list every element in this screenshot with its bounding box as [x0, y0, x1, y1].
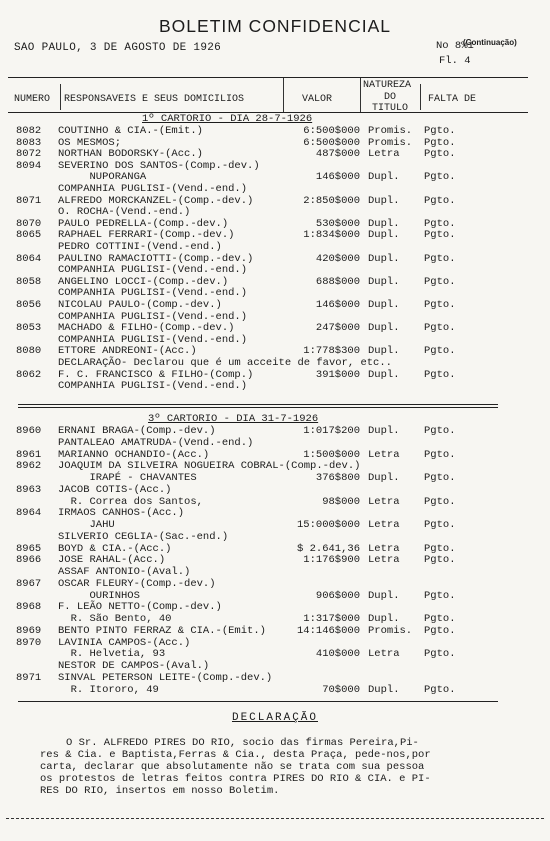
column-divider — [60, 84, 61, 110]
bulletin-number: No 8%1 — [436, 40, 474, 52]
table-row — [0, 172, 550, 182]
entry-responsible: OURINHOS — [58, 589, 140, 602]
entry-responsible: ETTORE ANDREONI-(Acc.) — [58, 345, 197, 358]
page-bottom-rule — [6, 818, 544, 819]
entry-missing: Pgto. — [424, 194, 456, 207]
entry-responsible: ERNANI BRAGA-(Comp.-dev.) — [58, 425, 216, 437]
entry-missing: Pgto. — [424, 125, 456, 137]
entry-title-type: Letra — [368, 554, 400, 567]
table-row — [0, 230, 550, 240]
table-row — [0, 358, 550, 368]
col-header-natureza: NATUREZA — [363, 80, 412, 91]
table-row — [0, 438, 550, 448]
folha-number: Fl. 4 — [439, 55, 471, 67]
section-divider — [18, 404, 498, 405]
entry-responsible: ASSAF ANTONIO-(Aval.) — [58, 566, 191, 578]
table-row — [0, 450, 550, 460]
entry-number: 8967 — [16, 577, 42, 590]
entry-missing: Pgto. — [424, 299, 456, 311]
table-row — [0, 473, 550, 483]
table-row — [0, 626, 550, 636]
table-row — [0, 649, 550, 659]
entry-value: 247$000 — [315, 322, 360, 335]
table-row — [0, 126, 550, 136]
entry-responsible: COMPANHIA PUGLISI-(Vend.-end.) — [58, 287, 248, 300]
entry-title-type: Letra — [368, 448, 400, 461]
entry-responsible: JOAQUIM DA SILVEIRA NOGUEIRA COBRAL-(Comp.-dev.) — [58, 460, 361, 473]
entry-value: 906$000 — [315, 589, 360, 602]
entry-value: 6:500$000 — [303, 136, 360, 149]
entry-number: 8072 — [16, 148, 42, 161]
entry-value: 376$800 — [315, 472, 360, 484]
table-row — [0, 673, 550, 683]
entry-number: 8969 — [16, 624, 42, 637]
declaration-line: O Sr. ALFREDO PIRES DO RIO, socio das firmas Pereira,Pi- — [66, 737, 419, 749]
entry-number: 8963 — [16, 483, 42, 496]
entry-responsible: PEDRO COTTINI-(Vend.-end.) — [58, 241, 222, 253]
entry-responsible: SEVERINO DOS SANTOS-(Comp.-dev.) — [58, 159, 260, 172]
entry-title-type: Dupl. — [368, 368, 400, 381]
entry-responsible: R. Helvetia, 93 — [58, 648, 166, 661]
entry-missing: Pgto. — [424, 148, 456, 161]
section-heading: 3º CARTORIO - DIA 31-7-1926 — [148, 413, 319, 425]
table-row — [0, 544, 550, 554]
entry-responsible: SILVERIO CEGLIA-(Sac.-end.) — [58, 530, 229, 543]
entry-responsible: NORTHAN BODORSKY-(Acc.) — [58, 148, 203, 161]
entry-title-type: Letra — [368, 495, 400, 508]
entry-responsible: NESTOR DE CAMPOS-(Aval.) — [58, 660, 210, 672]
column-divider — [283, 78, 284, 112]
table-row — [0, 254, 550, 264]
entry-value: 1:778$300 — [303, 345, 360, 358]
entry-value: 1:017$200 — [303, 425, 360, 437]
entry-responsible: R. Correa dos Santos, — [58, 495, 203, 508]
entry-title-type: Promis. — [368, 136, 413, 149]
entry-missing: Pgto. — [424, 345, 456, 358]
entry-title-type: Letra — [368, 542, 400, 555]
entry-responsible: ANGELINO LOCCI-(Comp.-dev.) — [58, 275, 229, 288]
entry-missing: Pgto. — [424, 519, 456, 531]
entry-responsible: MACHADO & FILHO-(Comp.-dev.) — [58, 322, 235, 335]
entry-title-type: Dupl. — [368, 322, 400, 335]
table-row — [0, 520, 550, 530]
table-row — [0, 288, 550, 298]
entry-title-type: Dupl. — [368, 425, 400, 437]
table-row — [0, 567, 550, 577]
entry-responsible: OSCAR FLEURY-(Comp.-dev.) — [58, 577, 216, 590]
table-row — [0, 277, 550, 287]
section-divider — [18, 407, 498, 408]
entry-responsible: MARIANNO OCHANDIO-(Acc.) — [58, 448, 210, 461]
table-row — [0, 138, 550, 148]
table-row — [0, 461, 550, 471]
entry-number: 8970 — [16, 636, 42, 649]
entry-number: 8966 — [16, 554, 42, 567]
entry-responsible: LAVINIA CAMPOS-(Acc.) — [58, 636, 191, 649]
entry-number: 8965 — [16, 542, 42, 555]
entry-number: 8971 — [16, 671, 42, 684]
column-divider — [420, 84, 421, 110]
declaration-line: RES DO RIO, insertos em nosso Boletim. — [40, 785, 280, 797]
entry-title-type: Dupl. — [368, 613, 400, 625]
declaration-line: res & Cia. e Baptista,Ferras & Cia., desta Praça, pede-nos,por — [40, 749, 431, 761]
entry-title-type: Dupl. — [368, 345, 400, 358]
entry-missing: Pgto. — [424, 136, 456, 149]
entry-number: 8094 — [16, 159, 42, 172]
entry-responsible: O. ROCHA-(Vend.-end.) — [58, 206, 191, 219]
entry-missing: Pgto. — [424, 683, 456, 696]
entry-number: 8962 — [16, 460, 42, 473]
table-row — [0, 614, 550, 624]
table-row — [0, 265, 550, 275]
table-row — [0, 532, 550, 542]
entry-title-type: Letra — [368, 648, 400, 661]
col-header-falta: FALTA DE — [428, 94, 477, 105]
entry-missing: Pgto. — [424, 613, 456, 625]
table-row — [0, 579, 550, 589]
entry-title-type: Dupl. — [368, 275, 400, 288]
entry-value: 1:176$900 — [303, 554, 360, 567]
dateline: SAO PAULO, 3 DE AGOSTO DE 1926 — [14, 42, 222, 54]
entry-responsible: R. São Bento, 40 — [58, 613, 172, 625]
entry-number: 8070 — [16, 217, 42, 230]
entry-value: 98$000 — [322, 495, 360, 508]
entry-missing: Pgto. — [424, 217, 456, 230]
entry-missing: Pgto. — [424, 589, 456, 602]
entry-value: 1:317$000 — [303, 613, 360, 625]
table-row — [0, 149, 550, 159]
entry-value: 146$000 — [315, 299, 360, 311]
entry-value: $ 2.641,36 — [296, 542, 360, 555]
entry-missing: Pgto. — [424, 252, 456, 265]
entry-responsible: COUTINHO & CIA.-(Emit.) — [58, 125, 203, 137]
entry-responsible: BOYD & CIA.-(Acc.) — [58, 542, 172, 555]
table-row — [0, 335, 550, 345]
declaration-top-rule — [18, 701, 498, 702]
page-title: BOLETIM CONFIDENCIAL — [159, 16, 391, 36]
entry-value: 1:834$000 — [303, 229, 360, 242]
table-row — [0, 161, 550, 171]
entry-number: 8080 — [16, 345, 42, 358]
entry-responsible: F. C. FRANCISCO & FILHO-(Comp.) — [58, 368, 254, 381]
table-row — [0, 184, 550, 194]
table-row — [0, 685, 550, 695]
table-row — [0, 219, 550, 229]
entry-value: 688$000 — [315, 275, 360, 288]
table-row — [0, 346, 550, 356]
entry-responsible: JACOB COTIS-(Acc.) — [58, 483, 172, 496]
section-heading: 1º CARTORIO - DIA 28-7-1926 — [142, 113, 313, 125]
table-row — [0, 323, 550, 333]
table-row — [0, 555, 550, 565]
entry-number: 8083 — [16, 136, 42, 149]
entry-number: 8065 — [16, 229, 42, 242]
entry-title-type: Dupl. — [368, 217, 400, 230]
entry-responsible: JAHU — [58, 519, 115, 531]
entry-title-type: Dupl. — [368, 683, 400, 696]
declaration-body — [40, 737, 520, 797]
entry-responsible: PANTALEAO AMATRUDA-(Vend.-end.) — [58, 436, 254, 449]
table-row — [0, 312, 550, 322]
entry-title-type: Letra — [368, 519, 400, 531]
entry-number: 8056 — [16, 299, 42, 311]
entry-missing: Pgto. — [424, 368, 456, 381]
entry-title-type: Dupl. — [368, 194, 400, 207]
entry-number: 8961 — [16, 448, 42, 461]
entry-number: 8082 — [16, 125, 42, 137]
entry-value: 14:146$000 — [296, 624, 360, 637]
entry-responsible: OS MESMOS; — [58, 136, 122, 149]
column-divider — [360, 78, 361, 112]
table-row — [0, 207, 550, 217]
entry-missing: Pgto. — [424, 542, 456, 555]
table-row — [0, 426, 550, 436]
table-row — [0, 661, 550, 671]
entry-responsible: F. LEÃO NETTO-(Comp.-dev.) — [58, 601, 222, 614]
col-header-responsaveis: RESPONSAVEIS E SEUS DOMICILIOS — [64, 94, 245, 105]
entry-missing: Pgto. — [424, 554, 456, 567]
table-row — [0, 196, 550, 206]
table-row — [0, 381, 550, 391]
entry-missing: Pgto. — [424, 171, 456, 184]
table-row — [0, 602, 550, 612]
entry-title-type: Dupl. — [368, 252, 400, 265]
entry-number: 8064 — [16, 252, 42, 265]
entry-title-type: Dupl. — [368, 229, 400, 242]
entry-missing: Pgto. — [424, 648, 456, 661]
header-top-rule — [8, 77, 528, 78]
entry-responsible: NUPORANGA — [58, 171, 147, 184]
entry-value: 530$000 — [315, 217, 360, 230]
entry-number: 8964 — [16, 507, 42, 520]
entry-number: 8968 — [16, 601, 42, 614]
entry-responsible: NICOLAU PAULO-(Comp.-dev.) — [58, 299, 222, 311]
entry-value: 420$000 — [315, 252, 360, 265]
entry-responsible: COMPANHIA PUGLISI-(Vend.-end.) — [58, 183, 248, 195]
entry-value: 6:500$000 — [303, 125, 360, 137]
entry-responsible: PAULO PEDRELLA-(Comp.-dev.) — [58, 217, 229, 230]
entry-value: 391$000 — [315, 368, 360, 381]
entry-title-type: Dupl. — [368, 589, 400, 602]
entry-responsible: JOSE RAHAL-(Acc.) — [58, 554, 166, 567]
table-row — [0, 497, 550, 507]
entry-responsible: RAPHAEL FERRARI-(Comp.-dev.) — [58, 229, 235, 242]
entry-value: 410$000 — [315, 648, 360, 661]
table-row — [0, 508, 550, 518]
entry-number: 8058 — [16, 275, 42, 288]
declaration-line: carta, declarar que absolutamente não se trata com sua pessoa — [40, 761, 425, 773]
entry-title-type: Letra — [368, 148, 400, 161]
entry-title-type: Dupl. — [368, 171, 400, 184]
continuation-note: (Continuação) — [463, 38, 517, 47]
entry-title-type: Dupl. — [368, 299, 400, 311]
col-header-natureza-do: DO — [384, 92, 397, 103]
table-row — [0, 638, 550, 648]
entry-responsible: DECLARAÇÃO- Declarou que é um acceite de favor, etc.. — [58, 357, 392, 369]
entry-missing: Pgto. — [424, 275, 456, 288]
entry-responsible: IRAPÉ - CHAVANTES — [58, 472, 197, 484]
entry-responsible: IRMAOS CANHOS-(Acc.) — [58, 507, 185, 520]
entry-number: 8062 — [16, 368, 42, 381]
entry-missing: Pgto. — [424, 229, 456, 242]
entry-value: 15:000$000 — [296, 519, 360, 531]
entry-value: 146$000 — [315, 171, 360, 184]
entry-responsible: PAULINO RAMACIOTTI-(Comp.-dev.) — [58, 252, 254, 265]
entry-title-type: Dupl. — [368, 472, 400, 484]
declaration-title: DECLARAÇÃO — [231, 712, 318, 724]
entry-responsible: COMPANHIA PUGLISI-(Vend.-end.) — [58, 310, 248, 323]
table-row — [0, 485, 550, 495]
entry-number: 8960 — [16, 425, 42, 437]
entry-responsible: R. Itororo, 49 — [58, 683, 159, 696]
table-row — [0, 300, 550, 310]
entry-responsible: ALFREDO MORCKANZEL-(Comp.-dev.) — [58, 194, 254, 207]
declaration-line: os protestos de letras feitos contra PIRES DO RIO & CIA. e PI- — [40, 773, 431, 785]
entry-number: 8071 — [16, 194, 42, 207]
entry-missing: Pgto. — [424, 472, 456, 484]
entry-value: 2:850$000 — [303, 194, 360, 207]
col-header-natureza-titulo: TITULO — [372, 103, 409, 114]
entry-missing: Pgto. — [424, 495, 456, 508]
entry-missing: Pgto. — [424, 425, 456, 437]
entry-title-type: Promis. — [368, 125, 413, 137]
entry-responsible: COMPANHIA PUGLISI-(Vend.-end.) — [58, 333, 248, 346]
entry-number: 8053 — [16, 322, 42, 335]
entry-title-type: Promis. — [368, 624, 413, 637]
entry-missing: Pgto. — [424, 624, 456, 637]
entry-responsible: BENTO PINTO FERRAZ & CIA.-(Emit.) — [58, 624, 266, 637]
entry-missing: Pgto. — [424, 448, 456, 461]
entry-value: 487$000 — [315, 148, 360, 161]
col-header-valor: VALOR — [302, 94, 333, 105]
entry-missing: Pgto. — [424, 322, 456, 335]
entry-responsible: COMPANHIA PUGLISI-(Vend.-end.) — [58, 380, 248, 393]
entry-value: 1:500$000 — [303, 448, 360, 461]
table-row — [0, 370, 550, 380]
entry-responsible: SINVAL PETERSON LEITE-(Comp.-dev.) — [58, 671, 273, 684]
entry-responsible: COMPANHIA PUGLISI-(Vend.-end.) — [58, 264, 248, 277]
table-row — [0, 242, 550, 252]
table-row — [0, 591, 550, 601]
entry-value: 70$000 — [322, 683, 360, 696]
col-header-numero: NUMERO — [14, 94, 51, 105]
